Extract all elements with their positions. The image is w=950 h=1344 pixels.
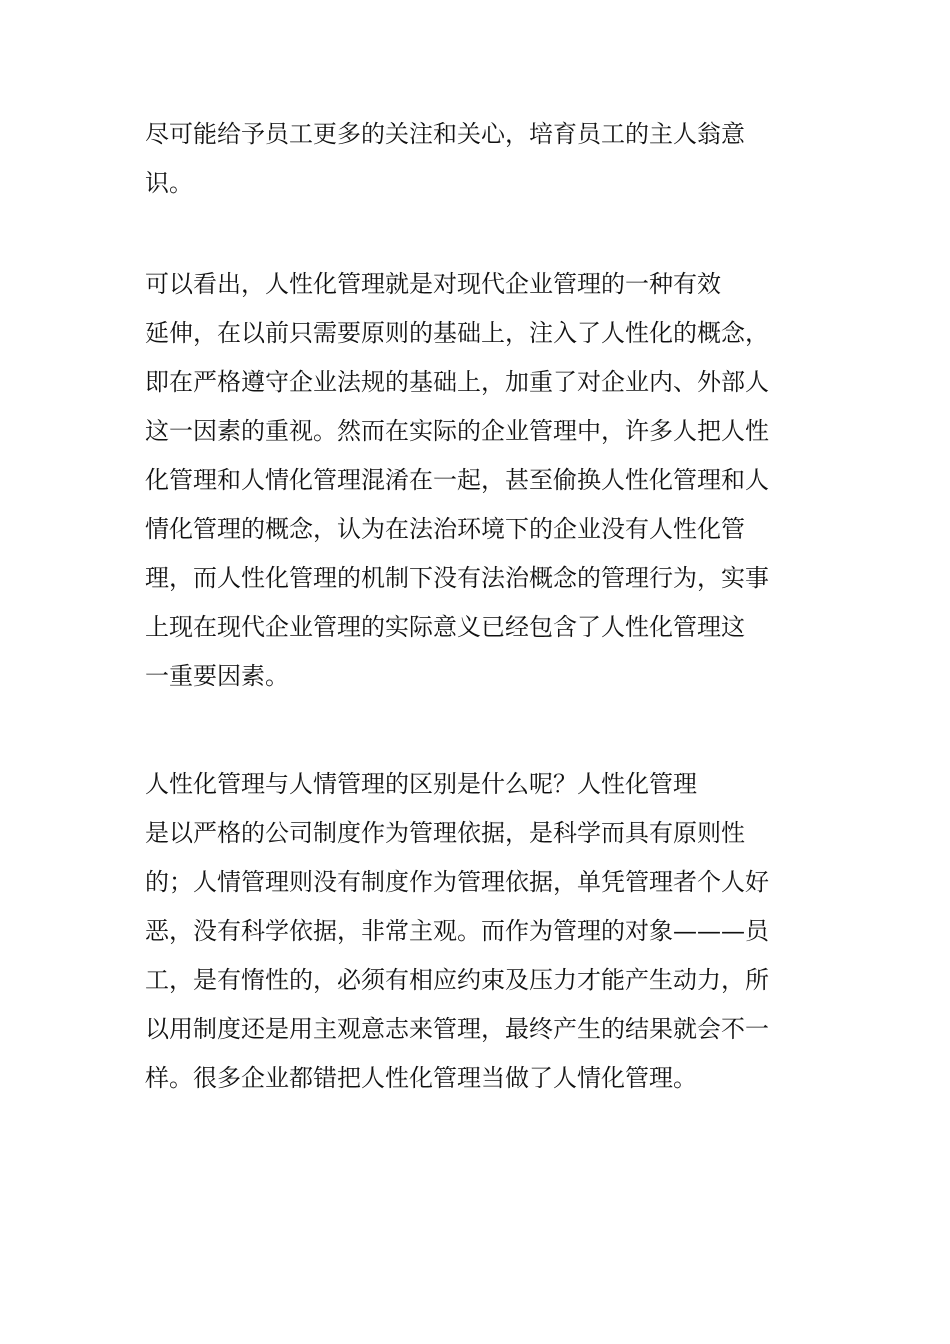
text-line: 恶，没有科学依据，非常主观。而作为管理的对象———员 [145, 917, 769, 945]
text-line: 一重要因素。 [145, 662, 289, 690]
text-line: 尽可能给予员工更多的关注和关心，培育员工的主人翁意 [145, 120, 745, 148]
text-line: 工，是有惰性的，必须有相应约束及压力才能产生动力，所 [145, 966, 769, 994]
text-line: 可以看出，人性化管理就是对现代企业管理的一种有效 [145, 270, 721, 298]
text-line: 理，而人性化管理的机制下没有法治概念的管理行为，实事 [145, 564, 769, 592]
paragraph-1 [145, 110, 810, 208]
text-line: 样。很多企业都错把人性化管理当做了人情化管理。 [145, 1064, 697, 1092]
paragraph-3 [145, 760, 810, 1103]
text-line: 的；人情管理则没有制度作为管理依据，单凭管理者个人好 [145, 868, 769, 896]
text-line: 化管理和人情化管理混淆在一起，甚至偷换人性化管理和人 [145, 466, 769, 494]
paragraph-2 [145, 260, 810, 701]
text-line: 情化管理的概念，认为在法治环境下的企业没有人性化管 [145, 515, 745, 543]
text-line: 人性化管理与人情管理的区别是什么呢？人性化管理 [145, 770, 697, 798]
text-line: 识。 [145, 169, 193, 197]
text-line: 上现在现代企业管理的实际意义已经包含了人性化管理这 [145, 613, 745, 641]
text-line: 这一因素的重视。然而在实际的企业管理中，许多人把人性 [145, 417, 769, 445]
text-line: 即在严格遵守企业法规的基础上，加重了对企业内、外部人 [145, 368, 769, 396]
text-line: 是以严格的公司制度作为管理依据，是科学而具有原则性 [145, 819, 745, 847]
text-line: 以用制度还是用主观意志来管理，最终产生的结果就会不一 [145, 1015, 769, 1043]
text-line: 延伸，在以前只需要原则的基础上，注入了人性化的概念， [145, 319, 769, 347]
